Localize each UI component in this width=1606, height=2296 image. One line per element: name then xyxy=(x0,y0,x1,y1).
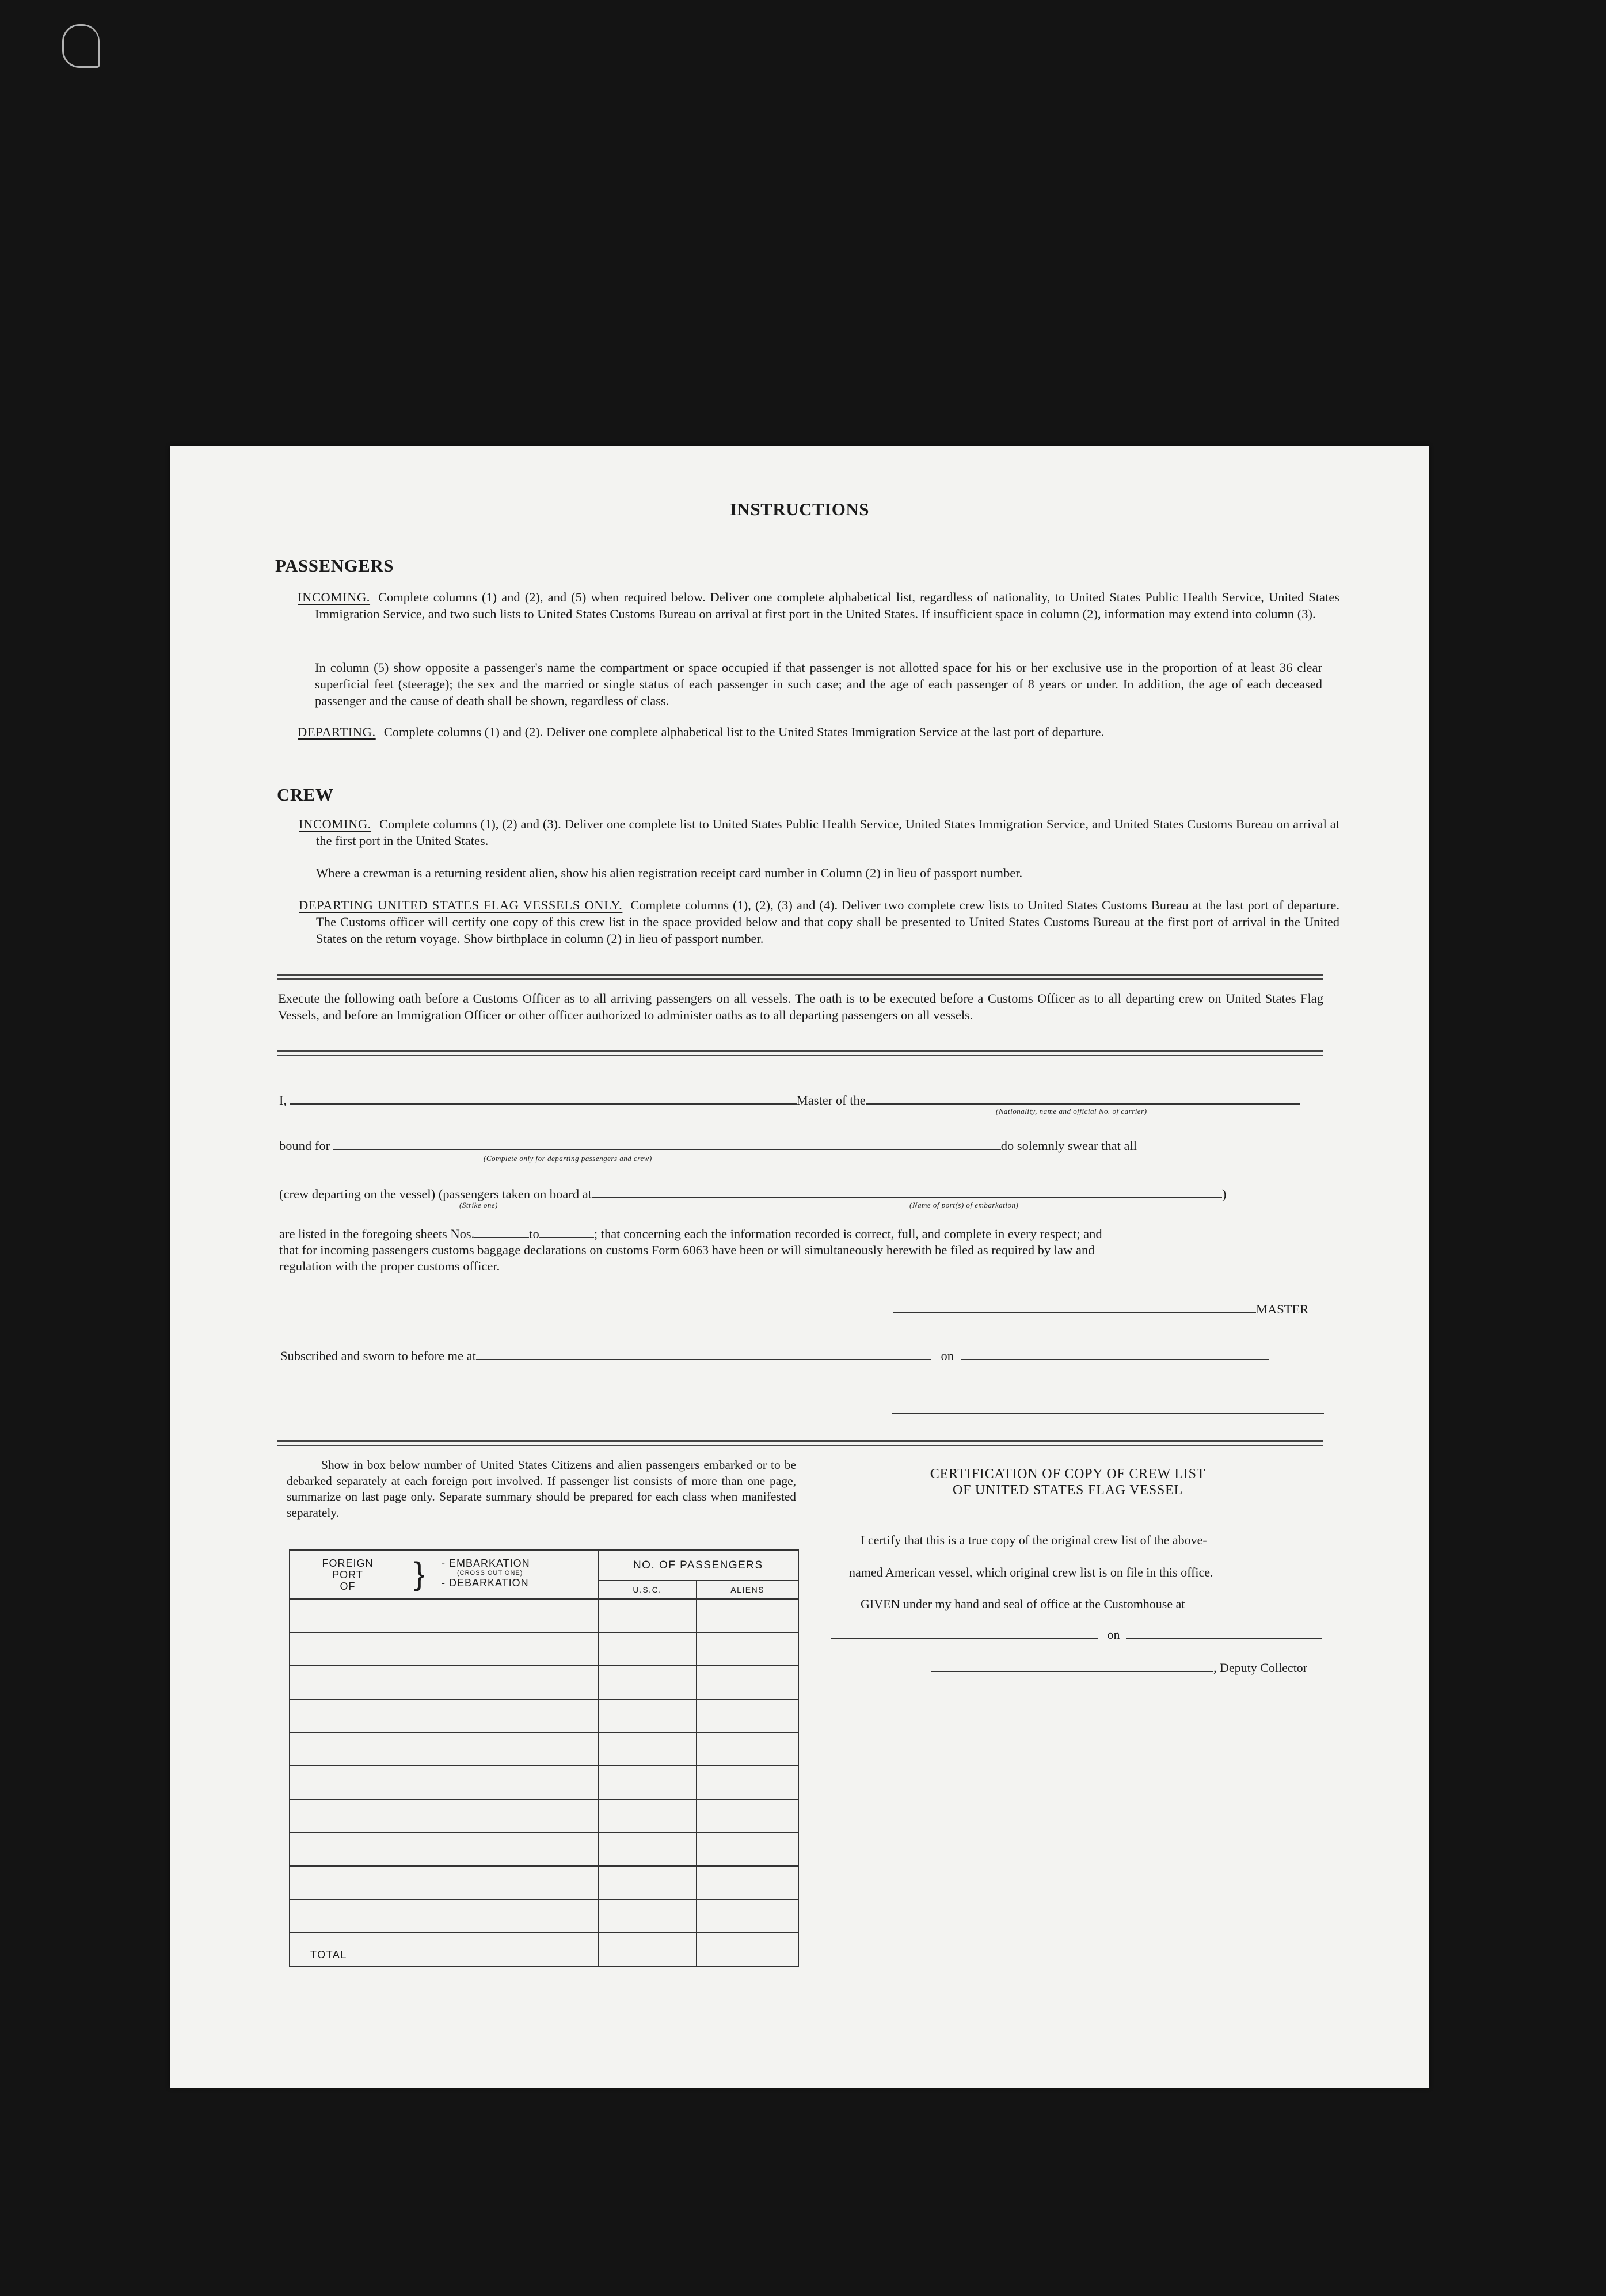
oath-instructions: Execute the following oath before a Customs Officer as to all arriving passengers on all vessels. The oath is to be executed before a Customs Officer as to all departing crew on United States Flag Vessels, and before an Immigration Officer or other officer authorized to administer oaths as to all departing passengers on all vessels. xyxy=(278,991,1323,1022)
port-cell[interactable] xyxy=(290,1766,598,1799)
port-cell[interactable] xyxy=(290,1599,598,1632)
usc-cell[interactable] xyxy=(598,1833,697,1866)
embarkation-option[interactable]: - EMBARKATION xyxy=(442,1558,530,1569)
summary-row xyxy=(290,1766,798,1799)
passengers-departing-label: DEPARTING. xyxy=(298,725,376,739)
port-cell[interactable] xyxy=(290,1632,598,1666)
summary-row xyxy=(290,1632,798,1666)
crew-resident-paragraph: Where a crewman is a returning resident alien, show his alien registration receipt card number in Column (2) in lieu of passport number. xyxy=(316,866,1023,880)
brace-symbol: } xyxy=(414,1555,425,1591)
certification-text-1: I certify that this is a true copy of the original crew list of the above- xyxy=(861,1533,1207,1547)
aliens-cell[interactable] xyxy=(697,1699,798,1733)
certification-date-field[interactable] xyxy=(1126,1638,1322,1639)
oath-line-2 xyxy=(279,1139,1137,1153)
certification-title xyxy=(820,1466,1315,1498)
aliens-cell[interactable] xyxy=(697,1899,798,1933)
crew-departing-label: DEPARTING UNITED STATES FLAG VESSELS ONLY. xyxy=(299,898,623,912)
certification-text-3: GIVEN under my hand and seal of office at the Customhouse at xyxy=(861,1597,1185,1611)
crew-incoming-label: INCOMING. xyxy=(299,817,372,831)
double-rule-bottom xyxy=(277,1440,1323,1446)
name-of-port-caption: (Name of port(s) of embarkation) xyxy=(909,1201,1019,1209)
listed-start-text: are listed in the foregoing sheets Nos. xyxy=(279,1227,475,1241)
usc-cell[interactable] xyxy=(598,1799,697,1833)
oath-line-3 xyxy=(279,1187,1226,1202)
sworn-date-field[interactable] xyxy=(961,1359,1269,1360)
port-cell[interactable] xyxy=(290,1866,598,1899)
crew-heading: CREW xyxy=(277,785,334,805)
master-of-label: Master of the xyxy=(796,1093,866,1107)
certification-title-line1: CERTIFICATION OF COPY OF CREW LIST xyxy=(930,1467,1206,1482)
double-rule-top xyxy=(277,974,1323,980)
sheet-from-field[interactable] xyxy=(474,1237,529,1238)
no-of-passengers-header: NO. OF PASSENGERS xyxy=(598,1550,798,1581)
customhouse-field[interactable] xyxy=(831,1638,1098,1639)
usc-cell[interactable] xyxy=(598,1733,697,1766)
aliens-cell[interactable] xyxy=(697,1632,798,1666)
certification-on-label: on xyxy=(1107,1627,1120,1642)
port-cell[interactable] xyxy=(290,1666,598,1699)
deputy-collector-line xyxy=(931,1661,1307,1676)
port-label: PORT xyxy=(332,1569,363,1581)
deputy-collector-signature-field[interactable] xyxy=(931,1671,1213,1672)
strike-one-caption: (Strike one) xyxy=(459,1201,498,1209)
passengers-heading: PASSENGERS xyxy=(275,555,394,576)
aliens-cell[interactable] xyxy=(697,1733,798,1766)
port-cell[interactable] xyxy=(290,1799,598,1833)
aliens-cell[interactable] xyxy=(697,1799,798,1833)
passengers-taken-option[interactable]: (passengers taken on board at xyxy=(438,1187,592,1201)
usc-cell[interactable] xyxy=(598,1866,697,1899)
aliens-header: ALIENS xyxy=(697,1581,798,1599)
to-label: to xyxy=(529,1227,539,1241)
certification-date-line xyxy=(831,1627,1322,1642)
crew-incoming-paragraph xyxy=(299,816,1339,849)
crew-incoming-text: Complete columns (1), (2) and (3). Deliver one complete list to United States Public Health Service, United States Immigration Service, and United States Customs Bureau on arrival at the first port in the United States. xyxy=(316,817,1339,848)
bound-for-label: bound for xyxy=(279,1139,330,1153)
deputy-collector-label: , Deputy Collector xyxy=(1213,1661,1308,1675)
passengers-departing-text: Complete columns (1) and (2). Deliver one complete alphabetical list to the United States Immigration Service at the last port of departure. xyxy=(383,725,1105,739)
form-page xyxy=(170,446,1429,2088)
aliens-cell[interactable] xyxy=(697,1866,798,1899)
passenger-summary-table xyxy=(289,1549,799,1967)
complete-only-caption: (Complete only for departing passengers and crew) xyxy=(484,1154,652,1163)
scanner-corner-mark xyxy=(62,24,100,68)
bound-for-field[interactable] xyxy=(333,1149,1001,1150)
port-of-embarkation-field[interactable] xyxy=(592,1197,1222,1198)
summary-row xyxy=(290,1799,798,1833)
usc-header: U.S.C. xyxy=(598,1581,697,1599)
listed-line2-text: that for incoming passengers customs baggage declarations on customs Form 6063 have been or will simultaneously herewith be filed as required by law and xyxy=(279,1243,1095,1257)
summary-row xyxy=(290,1599,798,1632)
passengers-incoming-label: INCOMING. xyxy=(298,590,371,604)
passengers-column5-paragraph: In column (5) show opposite a passenger's name the compartment or space occupied if that passenger is not allotted space for his or her exclusive use in the proportion of at least 36 clear superficial feet (steerage); the sex and the married or single status of each passenger in such case; and the age of each passenger of 8 years or under. In addition, the age of each deceased passenger and the cause of death shall be shown, regardless of class. xyxy=(315,660,1322,708)
nationality-caption: (Nationality, name and official No. of carrier) xyxy=(996,1107,1147,1115)
foreign-port-header xyxy=(290,1550,598,1599)
double-rule-middle xyxy=(277,1050,1323,1056)
port-cell[interactable] xyxy=(290,1899,598,1933)
port-cell[interactable] xyxy=(290,1699,598,1733)
subscribed-label: Subscribed and sworn to before me at xyxy=(280,1349,476,1363)
oath-line-1 xyxy=(279,1093,1300,1108)
officer-signature-field[interactable] xyxy=(892,1413,1324,1414)
usc-cell[interactable] xyxy=(598,1599,697,1632)
usc-cell[interactable] xyxy=(598,1666,697,1699)
swear-text: do solemnly swear that all xyxy=(1000,1139,1137,1153)
aliens-cell[interactable] xyxy=(697,1766,798,1799)
certification-title-line2: OF UNITED STATES FLAG VESSEL xyxy=(952,1483,1183,1498)
oath-i-label: I, xyxy=(279,1093,287,1107)
vessel-field[interactable] xyxy=(866,1103,1300,1105)
debarkation-option[interactable]: - DEBARKATION xyxy=(442,1577,529,1589)
cross-out-one-caption: (CROSS OUT ONE) xyxy=(457,1570,523,1577)
port-cell[interactable] xyxy=(290,1733,598,1766)
total-usc-cell[interactable] xyxy=(598,1933,697,1966)
summary-row xyxy=(290,1699,798,1733)
of-label: OF xyxy=(340,1581,356,1592)
summary-row xyxy=(290,1666,798,1699)
usc-cell[interactable] xyxy=(598,1699,697,1733)
sheet-to-field[interactable] xyxy=(539,1237,594,1238)
subscribed-on-label: on xyxy=(941,1349,954,1363)
aliens-cell[interactable] xyxy=(697,1833,798,1866)
summary-row xyxy=(290,1899,798,1933)
summary-row xyxy=(290,1866,798,1899)
instructions-title: INSTRUCTIONS xyxy=(729,499,869,519)
subscribed-line xyxy=(280,1349,1269,1364)
passengers-incoming-paragraph xyxy=(298,589,1339,622)
certification-text-2: named American vessel, which original crew list is on file in this office. xyxy=(849,1565,1213,1579)
crew-departing-paragraph xyxy=(299,897,1339,947)
usc-cell[interactable] xyxy=(598,1899,697,1933)
port-cell[interactable] xyxy=(290,1833,598,1866)
summary-row xyxy=(290,1733,798,1766)
crew-departing-option[interactable]: (crew departing on the vessel) xyxy=(279,1187,436,1201)
listed-rest-text: ; that concerning each the information recorded is correct, full, and complete in every respect; and xyxy=(593,1227,1102,1241)
passengers-incoming-text: Complete columns (1) and (2), and (5) when required below. Deliver one complete alphabetical list, regardless of nationality, to United States Public Health Service, United States Immigration Service, and two such lists to United States Customs Bureau on arrival at first port in the United States. If insufficient space in column (2), information may extend into column (3). xyxy=(315,590,1339,621)
sworn-location-field[interactable] xyxy=(476,1359,931,1360)
foreign-label: FOREIGN xyxy=(322,1558,374,1569)
master-signature-field[interactable] xyxy=(893,1312,1256,1313)
master-label: MASTER xyxy=(1256,1302,1309,1316)
aliens-cell[interactable] xyxy=(697,1599,798,1632)
crew-departing-text: Complete columns (1), (2), (3) and (4). Deliver two complete crew lists to United States Customs Bureau at the last port of departure. The Customs officer will certify one copy of this crew list in the space provided below and that copy shall be presented to United States Customs Bureau at the first port of arrival in the United States on the return voyage. Show birthplace in column (2) in lieu of passport number. xyxy=(316,898,1339,946)
usc-cell[interactable] xyxy=(598,1766,697,1799)
summary-row xyxy=(290,1833,798,1866)
oath-statement xyxy=(279,1226,1323,1274)
master-name-field[interactable] xyxy=(290,1103,797,1105)
master-signature-line xyxy=(893,1302,1308,1317)
summary-intro: Show in box below number of United States Citizens and alien passengers embarked or to be debarked separately at each foreign port involved. If passenger list consists of more than one page, summarize on last page only. Separate summary should be prepared for each class when manifested separately. xyxy=(287,1458,796,1520)
total-aliens-cell[interactable] xyxy=(697,1933,798,1966)
usc-cell[interactable] xyxy=(598,1632,697,1666)
total-label: TOTAL xyxy=(290,1933,598,1966)
listed-line3-text: regulation with the proper customs officer. xyxy=(279,1259,500,1273)
close-paren: ) xyxy=(1221,1187,1227,1201)
aliens-cell[interactable] xyxy=(697,1666,798,1699)
passengers-departing-paragraph xyxy=(298,724,1339,740)
